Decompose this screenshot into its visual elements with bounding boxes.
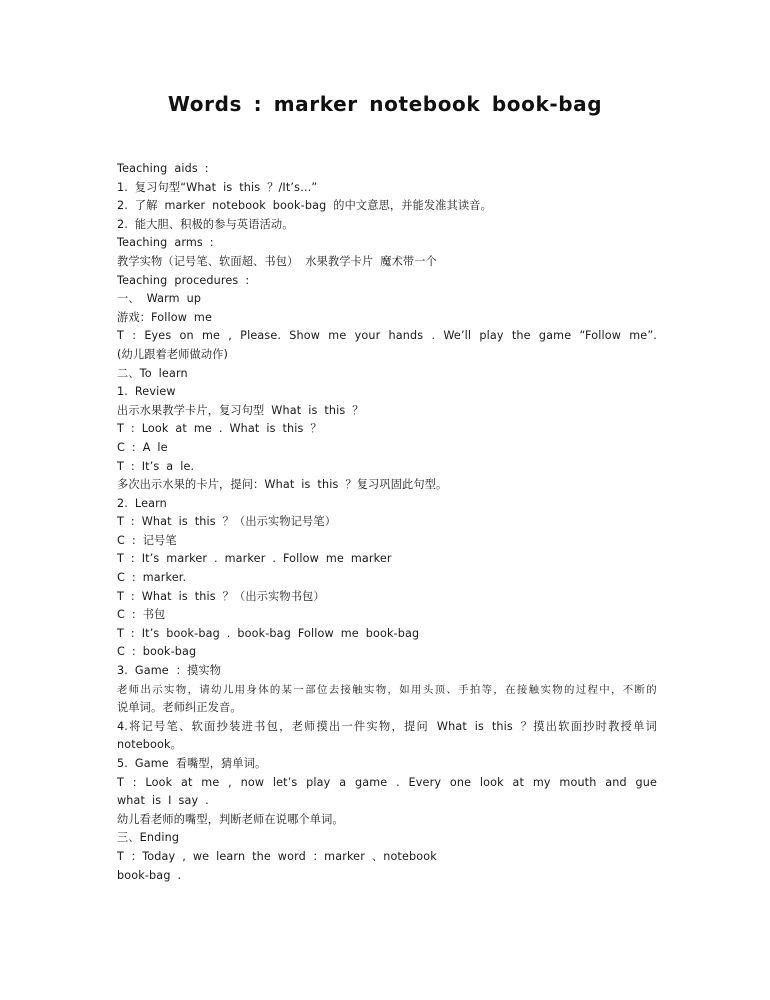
- text-line: Teaching procedures :: [117, 273, 250, 287]
- text-line: T : What is this ？（出示实物书包）: [117, 589, 325, 603]
- text-line: Teaching aids :: [117, 162, 209, 175]
- text-line: 多次出示水果的卡片，提问：What is this ？复习巩固此句型。: [117, 478, 448, 492]
- text-line: 老师出示实物，请幼儿用身体的某一部位去接触实物，如用头顶、手拍等，在接触实物的过程中，不断的: [117, 683, 657, 696]
- text-line: 5. Game 看嘴型，猜单词。: [117, 757, 267, 770]
- text-line: 幼儿看老师的嘴型，判断老师在说哪个单词。: [117, 812, 344, 826]
- text-line: 4.将记号笔、软面抄装进书包，老师摸出一件实物，提问 What is this ？摸出软面抄时教授单词: [117, 719, 657, 733]
- text-line: 2. 能大胆、积极的参与英语活动。: [117, 217, 294, 231]
- text-line: 游戏：Follow me: [117, 310, 212, 324]
- text-line: C : 记号笔: [117, 533, 177, 547]
- text-line: (幼儿跟着老师做动作): [117, 347, 229, 361]
- text-line: C : book-bag: [117, 645, 197, 659]
- text-line: notebook。: [117, 738, 183, 752]
- text-line: 3. Game ：摸实物: [117, 664, 222, 678]
- text-line: C : 书包: [117, 608, 166, 622]
- text-line: what is I say .: [117, 794, 209, 808]
- text-line: 三、Ending: [117, 831, 180, 845]
- text-line: 一、 Warm up: [117, 292, 202, 306]
- text-line: 二、To learn: [117, 366, 188, 380]
- text-line: 出示水果教学卡片，复习句型 What is this ？: [117, 403, 364, 417]
- text-line: 1. 复习句型“What is this ？/It’s…”: [117, 180, 318, 194]
- text-line: 1. Review: [117, 385, 176, 399]
- text-line: 说单词。老师纠正发音。: [117, 701, 242, 715]
- text-line: book-bag .: [117, 868, 182, 882]
- document-body: [117, 160, 657, 885]
- text-line: T : It’s a le.: [117, 459, 195, 473]
- text-line: 教学实物（记号笔、软面超、书包） 水果教学卡片 魔术带一个: [117, 254, 437, 268]
- text-line: 2. 了解 marker notebook book-bag 的中文意思，并能发准其读音。: [117, 199, 492, 213]
- document-title: Words : marker notebook book-bag: [167, 92, 603, 116]
- text-line: Teaching arms :: [117, 236, 214, 250]
- text-line: T : Look at me , now let’s play a game . Every one look at my mouth and gue: [117, 775, 657, 789]
- text-line: C : A le: [117, 440, 168, 454]
- text-line: T : What is this ？（出示实物记号笔）: [117, 515, 337, 529]
- text-line: T : Eyes on me , Please. Show me your hands . We’ll play the game “Follow me”.: [117, 329, 657, 343]
- text-line: T ：Today , we learn the word ：marker 、notebook: [117, 849, 437, 863]
- text-line: 2. Learn: [117, 496, 167, 510]
- text-line: C : marker.: [117, 571, 187, 585]
- text-line: T : It’s marker . marker . Follow me marker: [117, 552, 392, 566]
- text-line: T : Look at me . What is this ？: [117, 422, 322, 436]
- text-line: T : It’s book-bag . book-bag Follow me book-bag: [117, 626, 420, 640]
